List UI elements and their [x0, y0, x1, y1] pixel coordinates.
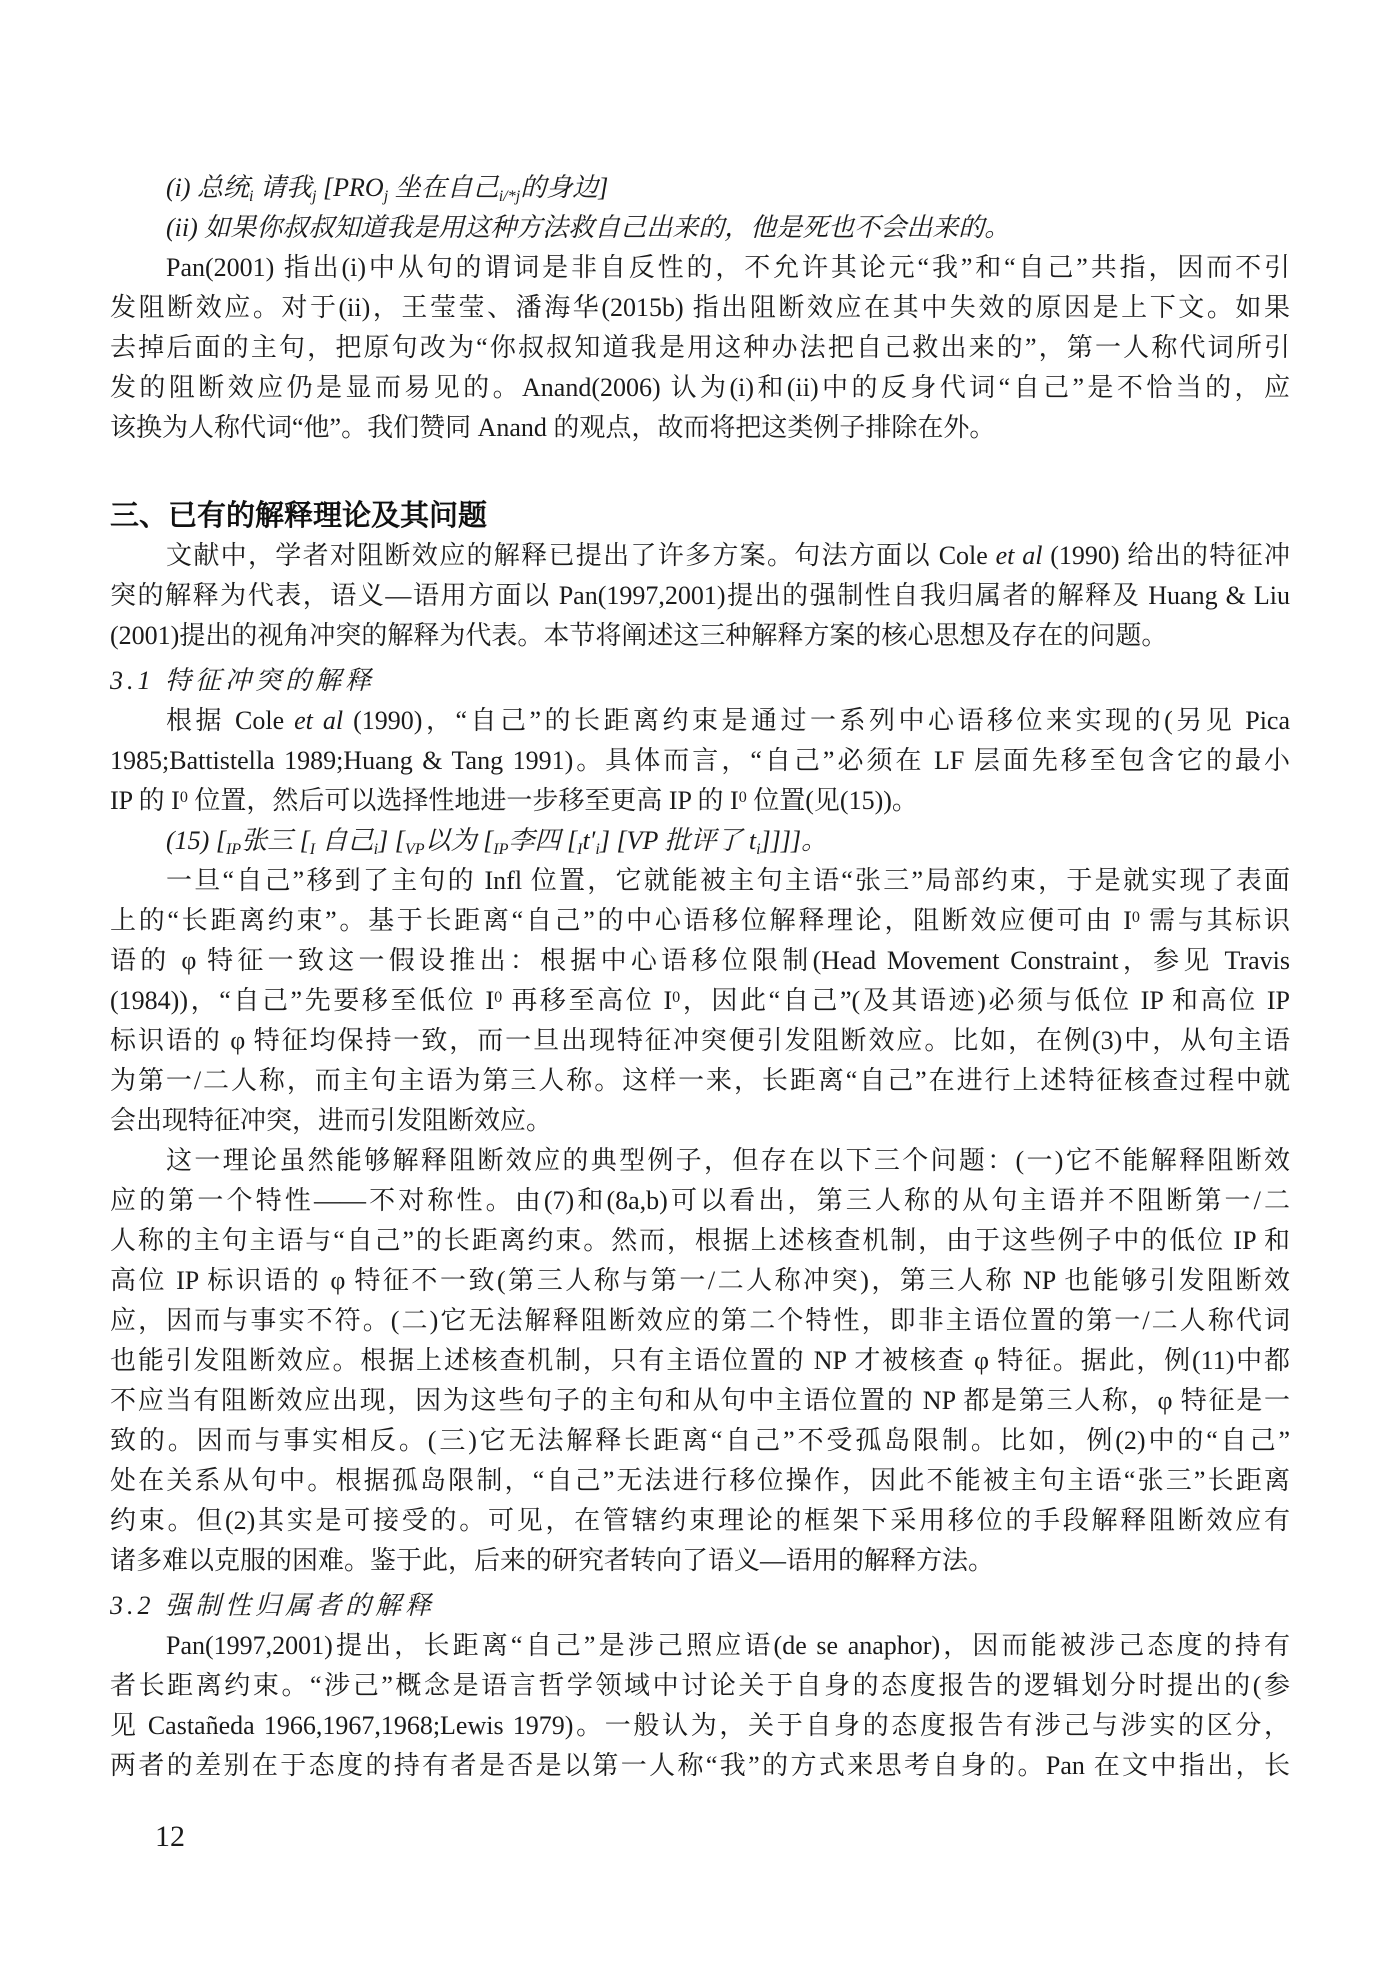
example-line: (15) [$_{IP}$张三 [$_I$ 自己$_i$] [$_{VP}$以为 [$_{IP}$李四 $[_It'_i]$ [VP 批评了 $t_i$]]]]。 — [166, 826, 828, 858]
paragraph — [110, 1141, 1290, 1581]
text-line: 见 Castañeda 1966,1967,1968;Lewis 1979)。一般认为，关于自身的态度报告有涉己与涉实的区分， — [110, 1711, 1290, 1740]
text-line: 应，因而与事实不符。(二)它无法解释阻断效应的第二个特性，即非主语位置的第一/二人称代词 — [110, 1306, 1290, 1335]
superscript: 0 — [738, 788, 747, 806]
text-line: 会出现特征冲突，进而引发阻断效应。 — [110, 1106, 553, 1135]
text-line: IP 的 $I^0$ 位置，然后可以选择性地进一步移至更高 IP 的 $I^0$ 位置(见(15))。 — [110, 786, 918, 815]
text-line: 根据 Cole et al (1990)，“自己”的长距离约束是通过一系列中心语移位来实现的(另见 Pica — [166, 706, 1290, 735]
text-line: 高位 IP 标识语的 φ 特征不一致(第三人称与第一/二人称冲突)，第三人称 NP 也能够引发阻断效 — [110, 1266, 1290, 1295]
subscript: i — [373, 840, 379, 858]
superscript: 0 — [494, 988, 503, 1006]
subscript: j — [312, 187, 317, 205]
text-line: Pan(1997,2001)提出，长距离“自己”是涉己照应语(de se anaphor)，因而能被涉己态度的持有 — [166, 1631, 1290, 1660]
text-line: 上的“长距离约束”。基于长距离“自己”的中心语移位解释理论，阻断效应便可由 $I^0$ 需与其标识 — [110, 906, 1290, 935]
text-line: 者长距离约束。“涉己”概念是语言哲学领域中讨论关于自身的态度报告的逻辑划分时提出的(参 — [110, 1671, 1290, 1700]
text-line: 处在关系从句中。根据孤岛限制，“自己”无法进行移位操作，因此不能被主句主语“张三”长距离 — [110, 1466, 1290, 1495]
paragraph — [110, 861, 1290, 1141]
text-line: 发的阻断效应仍是显而易见的。Anand(2006) 认为(i)和(ii)中的反身代词“自己”是不恰当的，应 — [110, 373, 1290, 402]
superscript: 0 — [672, 988, 681, 1006]
paragraph — [110, 1626, 1290, 1786]
text-line: 语的 φ 特征一致这一假设推出：根据中心语移位限制(Head Movement Constraint，参见 Travis — [110, 946, 1290, 975]
latin-italic: et al — [294, 706, 344, 735]
example-line: (i) 总统$_i$ 请我$_j$ [$PRO_j$ 坐在自己$_{i/*j}$的身边] — [166, 173, 609, 205]
subscript: i/*j — [498, 187, 521, 205]
text-line: 突的解释为代表，语义—语用方面以 Pan(1997,2001)提出的强制性自我归属者的解释及 Huang & Liu — [110, 581, 1290, 610]
subscript: i — [249, 187, 254, 205]
text-line: 人称的主句主语与“自己”的长距离约束。然而，根据上述核查机制，由于这些例子中的低位 IP 和 — [110, 1226, 1290, 1255]
text-line: 应的第一个特性——不对称性。由(7)和(8a,b)可以看出，第三人称的从句主语并不阻断第一/二 — [110, 1186, 1290, 1215]
subscript: IP — [225, 840, 242, 858]
text-line: 文献中，学者对阻断效应的解释已提出了许多方案。句法方面以 Cole et al (1990) 给出的特征冲 — [166, 541, 1290, 570]
text-line: 1985;Battistella 1989;Huang & Tang 1991)。具体而言，“自己”必须在 LF 层面先移至包含它的最小 — [110, 746, 1290, 775]
text-line: (1984))，“自己”先要移至低位 $I^0$ 再移至高位 $I^0$，因此“自己”(及其语迹)必须与低位 IP 和高位 IP — [110, 986, 1290, 1015]
text-line: 该换为人称代词“他”。我们赞同 Anand 的观点，故而将把这类例子排除在外。 — [110, 413, 996, 442]
subsection-heading: 3.2 强制性归属者的解释 — [110, 1591, 436, 1620]
text-line: 诸多难以克服的困难。鉴于此，后来的研究者转向了语义—语用的解释方法。 — [110, 1546, 995, 1575]
subscript: j — [383, 187, 389, 205]
paragraph — [110, 701, 1290, 821]
subscript: I — [309, 840, 316, 858]
subscript: VP — [404, 840, 425, 858]
text-line: 致的。因而与事实相反。(三)它无法解释长距离“自己”不受孤岛限制。比如，例(2)中的“自己” — [110, 1426, 1290, 1455]
page-number: 12 — [155, 1820, 185, 1853]
text-line: 也能引发阻断效应。根据上述核查机制，只有主语位置的 NP 才被核查 φ 特征。据此，例(11)中都 — [110, 1346, 1290, 1375]
text-line: 这一理论虽然能够解释阻断效应的典型例子，但存在以下三个问题：(一)它不能解释阻断效 — [166, 1146, 1290, 1175]
text-line: 为第一/二人称，而主句主语为第三人称。这样一来，长距离“自己”在进行上述特征核查过程中就 — [110, 1066, 1290, 1095]
subsection-heading: 3.1 特征冲突的解释 — [110, 666, 376, 695]
superscript: 0 — [1131, 908, 1140, 926]
paragraph — [110, 536, 1290, 656]
text-line: 发阻断效应。对于(ii)，王莹莹、潘海华(2015b) 指出阻断效应在其中失效的原因是上下文。如果 — [110, 293, 1290, 322]
text-line: 两者的差别在于态度的持有者是否是以第一人称“我”的方式来思考自身的。Pan 在文中指出，长 — [110, 1751, 1290, 1780]
subscript: I — [577, 840, 583, 858]
section-heading: 三、已有的解释理论及其问题 — [110, 500, 488, 532]
text-line: (2001)提出的视角冲突的解释为代表。本节将阐述这三种解释方案的核心思想及存在的问题。 — [110, 621, 1168, 650]
subscript: IP — [493, 840, 509, 858]
subscript: i — [595, 840, 600, 858]
subscript: i — [756, 840, 761, 858]
page-content — [110, 168, 1290, 1786]
text-line: 去掉后面的主句，把原句改为“你叔叔知道我是用这种办法把自己救出来的”，第一人称代词所引 — [110, 333, 1290, 362]
superscript: 0 — [179, 788, 188, 806]
text-line: 不应当有阻断效应出现，因为这些句子的主句和从句中主语位置的 NP 都是第三人称，φ 特征是一 — [110, 1386, 1290, 1415]
text-line: Pan(2001) 指出(i)中从句的谓词是非自反性的，不允许其论元“我”和“自己”共指，因而不引 — [166, 253, 1290, 282]
text-line: 一旦“自己”移到了主句的 Infl 位置，它就能被主句主语“张三”局部约束，于是就实现了表面 — [166, 866, 1290, 895]
latin-italic: et al — [995, 541, 1043, 570]
paragraph — [110, 248, 1290, 448]
example-line: (ii) 如果你叔叔知道我是用这种方法救自己出来的，他是死也不会出来的。 — [166, 213, 1011, 242]
text-line: 标识语的 φ 特征均保持一致，而一旦出现特征冲突便引发阻断效应。比如，在例(3)中，从句主语 — [110, 1026, 1290, 1055]
text-line: 约束。但(2)其实是可接受的。可见，在管辖约束理论的框架下采用移位的手段解释阻断效应有 — [110, 1506, 1290, 1535]
